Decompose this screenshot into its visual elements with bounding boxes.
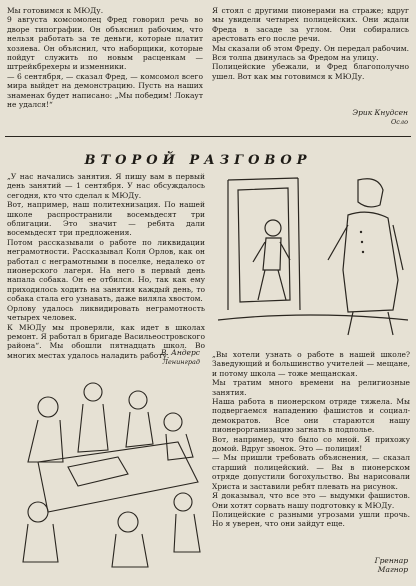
left-column-middle-text: „У нас начались занятия. Я пишу вам в первый день занятий — 1 сентября. У нас обсуждалось сегодня, кто что сделал к МЮДу. Вот, например, наш политехнизация. По нашей школе распространили восемьдесят три облигации. Это значит — ребята дали восемьдесят три предложения. Потом рассказывали о работе по ликвидации неграмотности. Рассказывал Коля Орлов, как он работал с неграмотными в поселке, недалеко от пионерского лагеря. На него в первый день напала собака. Он ее отбился. Но, так как ему приходилось ходить на занятия каждый день, то собака стала его узнавать, даже виляла хвостом. Орлову удалось ликвидировать неграмотность четырех человек. К МЮДу мы проверяли, как идет в школах ремонт. Я работал в бригаде Васильеостровского района“. Мы обошли пятнадцать школ. Во многих местах удалось наладить работу. — [7, 172, 205, 360]
signature-3-place: Магнор — [377, 565, 408, 574]
right-column-top-text: Я стоял с другими пионерами на страже; вдруг мы увидели четырех полицейских. Они ждали Фреда в засаде за углом. Они собирались арестовать его после речи. Мы сказали об этом Фреду. Он передал рабочим. Вся толпа двинулась за Фредом на улицу. Полицейские убежали, и Фред благополучно ушел. Вот как мы готовимся к МЮДу. — [212, 6, 409, 81]
illustration-policeman-and-boy — [208, 170, 412, 340]
section-title: ВТОРОЙ РАЗГОВОР — [84, 153, 312, 168]
illustration-children-at-table — [8, 362, 204, 572]
signature-1 — [300, 108, 408, 127]
signature-3-name: Греннар — [374, 556, 408, 565]
signature-3 — [300, 556, 408, 574]
signature-1-name: Эрик Кнудсен — [352, 108, 408, 117]
signature-2-place: Ленинград — [162, 358, 200, 366]
left-column-top-text: Мы готовимся к МЮДу. 9 августа комсомолец Фред говорил речь во дворе типографии. Он объяснил рабочим, что нельзя работать за те деньги, которые платит хозяева. Он объяснил, что наборщики, которые пойдут служить по новым расценкам — штрейкбрехеры и изменники. — 6 сентября, — сказал Фред, — комсомол всего мира выйдет на демонстрацию. Пусть на наших знаменах будет написано: „Мы победим! Локаут не удался!“ — [7, 6, 203, 110]
divider-top — [5, 136, 411, 137]
signature-2-name: В. Андерс — [160, 348, 200, 357]
signature-1-place: Осло — [390, 118, 408, 126]
right-column-bottom-text: „Вы хотели узнать о работе в нашей школе? Заведующий и большинство учителей — мещане, и потому школа — тоже мещанская. Мы тратим много времени на религиозные занятия. Наша работа в пионерском отряде тяжела. Мы подвергаемся нападению фашистов и социал-демократов. Все они стараются нашу пионерорганизацию загнать в подполье. Вот, например, что было со мной. Я прихожу домой. Вдруг звонок. Это — полиция! — Мы пришли требовать объяснения, — сказал старший полицейский. — Вы в пионерском отряде допустили богохульство. Вы нарисовали Христа и заставили ребят плевать на рисунок. Я доказывал, что все это — выдумки фашистов. Они хотят сорвать нашу подготовку к МЮДу. Полицейские с разными угрозами ушли прочь. Но я уверен, что они зайдут еще. — [212, 350, 410, 529]
